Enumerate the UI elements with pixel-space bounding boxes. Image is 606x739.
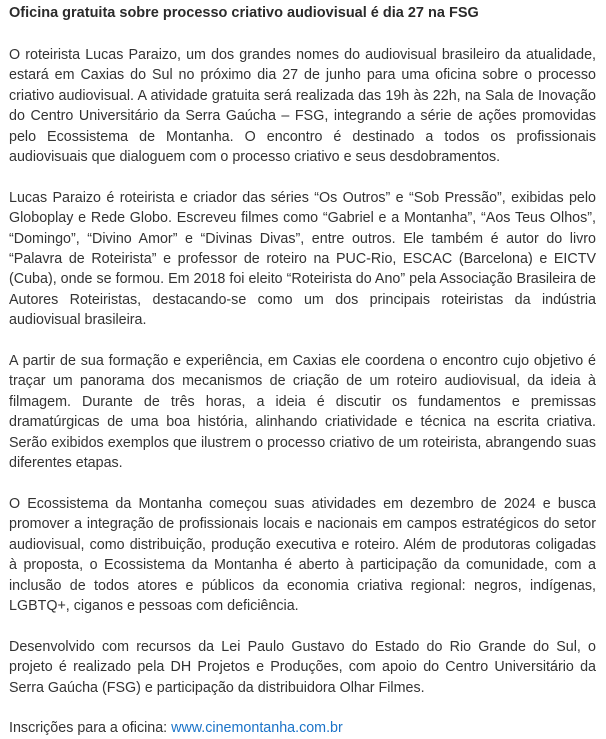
paragraph-ecosystem: O Ecossistema da Montanha começou suas atividades em dezembro de 2024 e busca promover a integração de profissionais locais e nacionais em campos estratégicos do setor audiovisual, como distribuição, produção executiva e roteiro. Além de produtoras coligadas à proposta, o Ecossistema da Montanha é aberto à participação da comunidade, com a inclusão de todos atores e públicos da economia criativa regional: negros, indígenas, LGBTQ+, ciganos e pessoas com deficiência.	[9, 495, 596, 614]
paragraph-objective: A partir de sua formação e experiência, em Caxias ele coordena o encontro cujo objetivo é traçar um panorama dos mecanismos de criação de um roteiro audiovisual, da ideia à filmagem. Durante de três horas, a ideia é discutir os fundamentos e premissas dramatúrgicas de uma boa história, alinhando criatividade e técnica na escrita criativa. Serão exibidos exemplos que ilustrem o processo criativo de um roteirista, abrangendo suas diferentes etapas.	[9, 353, 596, 472]
article-title: Oficina gratuita sobre processo criativo audiovisual é dia 27 na FSG	[9, 5, 479, 21]
paragraph-bio: Lucas Paraizo é roteirista e criador das séries “Os Outros” e “Sob Pressão”, exibidas pelo Globoplay e Rede Globo. Escreveu filmes como “Gabriel e a Montanha”, “Aos Teus Olhos”, “Domingo”, “Divino Amor” e “Divinas Divas”, entre outros. Ele também é autor do livro “Palavra de Roteirista” e professor de roteiro na PUC-Rio, ESCAC (Barcelona) e EICTV (Cuba), onde se formou. Em 2018 foi eleito “Roteirista do Ano” pela Associação Brasileira de Autores Roteiristas, destacando-se como um dos principais roteiristas da indústria audiovisual brasileira.	[9, 189, 596, 329]
signup-link[interactable]: www.cinemontanha.com.br	[171, 720, 343, 737]
paragraph-funding: Desenvolvido com recursos da Lei Paulo Gustavo do Estado do Rio Grande do Sul, o projeto é realizado pela DH Projetos e Produções, com apoio do Centro Universitário da Serra Gaúcha (FSG) e participação da distribuidora Olhar Filmes.	[9, 638, 596, 696]
signup-line	[9, 718, 596, 738]
signup-label: Inscrições para a oficina:	[9, 720, 172, 737]
paragraph-intro: O roteirista Lucas Paraizo, um dos grandes nomes do audiovisual brasileiro da atualidade, estará em Caxias do Sul no próximo dia 27 de junho para uma oficina sobre o processo criativo audiovisual. A atividade gratuita será realizada das 19h às 22h, na Sala de Inovação do Centro Universitário da Serra Gaúcha – FSG, integrando a série de ações promovidas pelo Ecossistema de Montanha. O encontro é destinado a todos os profissionais audiovisuais que dialoguem com o processo criativo e seus desdobramentos.	[9, 47, 596, 166]
